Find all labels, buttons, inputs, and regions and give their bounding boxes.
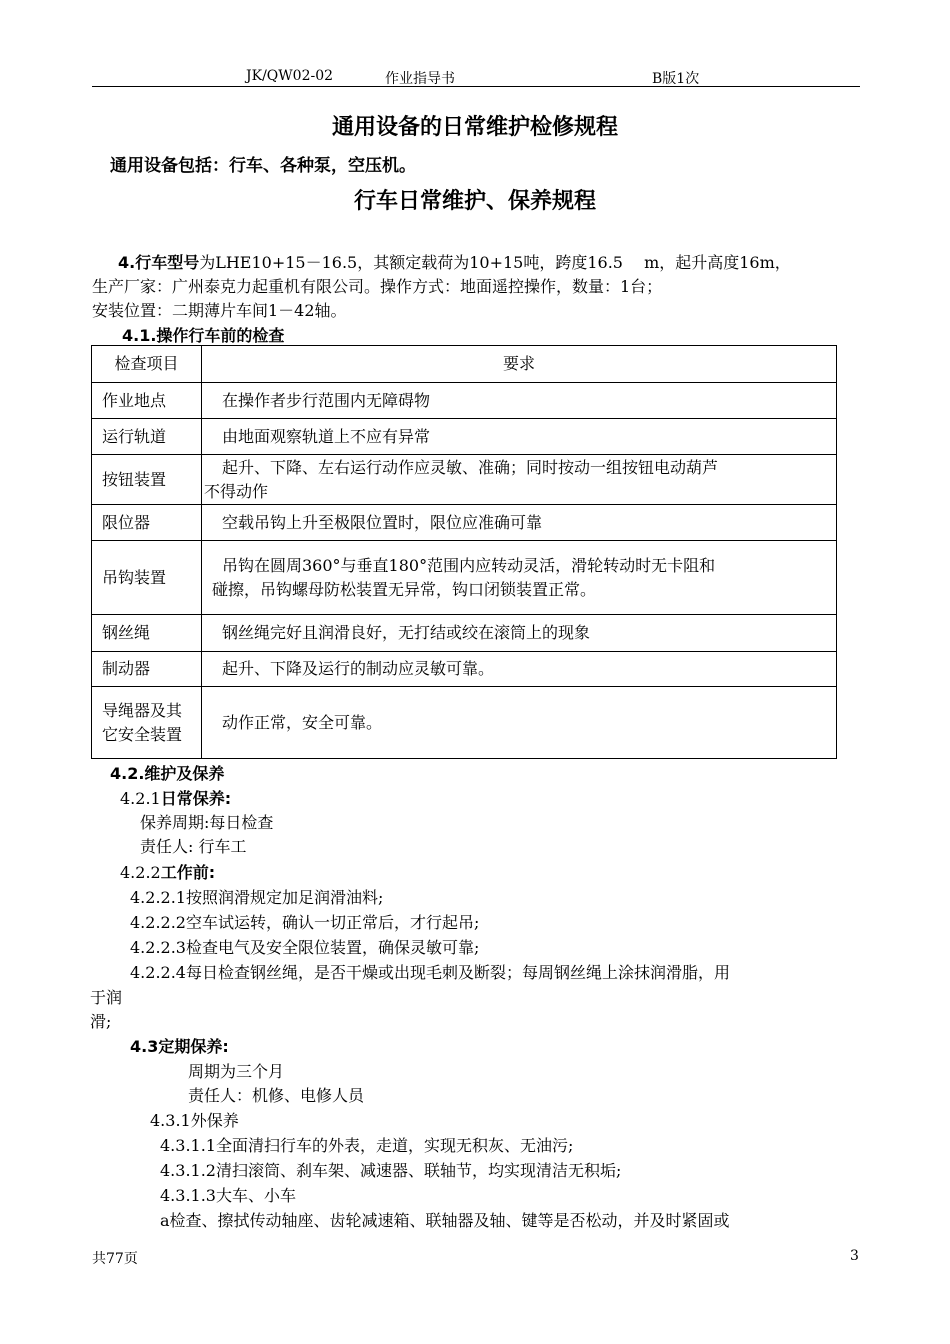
doc-version: B版1次: [652, 71, 700, 87]
table-cell-req-line-2: 碰擦，吊钩螺母防松装置无异常，钩口闭锁装置正常。: [212, 579, 597, 599]
doc-type: 作业指导书: [385, 71, 455, 87]
list-item: 4.2.2.2空车试运转，确认一切正常后，才行起吊;: [130, 913, 480, 932]
doc-code: JK/QW02-02: [246, 68, 334, 84]
table-cell-req: 起升、下降及运行的制动应灵敏可靠。: [202, 652, 837, 687]
table-row: [92, 652, 837, 687]
table-cell-item: 作业地点: [92, 383, 202, 419]
table-header-req: 要求: [202, 346, 837, 383]
list-item: 4.2.2.3检查电气及安全限位装置，确保灵敏可靠;: [130, 938, 480, 957]
table-header-item: 检查项目: [92, 346, 202, 383]
page-title: 通用设备的日常维护检修规程: [331, 115, 618, 140]
list-item: a检查、擦拭传动轴座、齿轮减速箱、联轴器及轴、键等是否松动，并及时紧固或: [160, 1211, 730, 1230]
list-item: 4.3.1.2清扫滚筒、刹车架、减速器、联轴节，均实现清洁无积垢;: [160, 1161, 622, 1180]
table-cell-item: 限位器: [92, 505, 202, 541]
table-cell-item: [92, 687, 202, 759]
section-4-2-2-heading: [120, 860, 215, 883]
list-item: 4.3.1.3大车、小车: [160, 1186, 296, 1205]
list-item: 4.2.2.4每日检查钢丝绳，是否干燥或出现毛刺及断裂；每周钢丝绳上涂抹润滑脂，用: [130, 963, 730, 982]
intro-label: 4.行车型号: [118, 253, 200, 272]
maintenance-cycle: 保养周期:每日检查: [140, 813, 274, 832]
section-4-3-1-heading: 4.3.1外保养: [150, 1111, 239, 1130]
table-cell-req: 在操作者步行范围内无障碍物: [202, 383, 837, 419]
header-rule: [92, 86, 860, 87]
footer-total-pages: 共77页: [92, 1251, 138, 1267]
table-header-row: [92, 346, 837, 383]
periodic-cycle: 周期为三个月: [188, 1062, 285, 1081]
table-cell-req-line-2: 不得动作: [204, 481, 269, 501]
table-row: [92, 541, 837, 615]
table-cell-req-line-1: 起升、下降、左右运行动作应灵敏、准确；同时按动一组按钮电动葫芦: [222, 457, 719, 477]
responsible-person: 责任人: 行车工: [140, 837, 247, 856]
section-4-2-2-label: 工作前:: [160, 863, 216, 882]
section-4-2-1-label: 日常保养:: [160, 789, 232, 808]
table-cell-item: 钢丝绳: [92, 615, 202, 652]
intro-line-1-text: 为LHE10+15－16.5，其额定载荷为10+15吨，跨度16.5 m，起升高度16m，: [199, 253, 791, 272]
inspection-table: [91, 345, 837, 759]
table-row: [92, 419, 837, 455]
section-4-2-heading: 4.2.维护及保养: [110, 764, 225, 783]
intro-line-1: [118, 250, 791, 273]
footer-page-number: 3: [850, 1248, 859, 1264]
list-item-wrap: 于润: [90, 988, 123, 1007]
section-title: 行车日常维护、保养规程: [353, 189, 596, 214]
table-cell-item-line-1: 导绳器及其: [102, 700, 183, 720]
section-4-1-heading: 4.1.操作行车前的检查: [122, 326, 285, 345]
table-cell-item: 吊钩装置: [92, 541, 202, 615]
list-item: 4.2.2.1按照润滑规定加足润滑油料;: [130, 888, 384, 907]
table-cell-item-line-2: 它安全装置: [102, 724, 183, 744]
table-row: [92, 505, 837, 541]
table-row: [92, 455, 837, 505]
section-4-2-1-heading: [120, 786, 231, 809]
table-cell-req: 空载吊钩上升至极限位置时，限位应准确可靠: [202, 505, 837, 541]
section-4-2-2-num: 4.2.2: [120, 863, 161, 882]
intro-line-2: 生产厂家：广州泰克力起重机有限公司。操作方式：地面遥控操作，数量：1台；: [92, 277, 663, 296]
section-4-2-1-num: 4.2.1: [120, 789, 161, 808]
table-cell-req: 钢丝绳完好且润滑良好，无打结或绞在滚筒上的现象: [202, 615, 837, 652]
section-4-3-heading: 4.3定期保养:: [130, 1037, 229, 1056]
table-row: [92, 687, 837, 759]
table-row: [92, 383, 837, 419]
table-cell-req: 动作正常，安全可靠。: [202, 687, 837, 759]
table-cell-req: [202, 541, 837, 615]
table-cell-req: [202, 455, 837, 505]
table-cell-item: 按钮装置: [92, 455, 202, 505]
intro-line-3: 安装位置：二期薄片车间1－42轴。: [92, 301, 347, 320]
list-item: 4.3.1.1全面清扫行车的外表，走道，实现无积灰、无油污;: [160, 1136, 574, 1155]
periodic-responsible: 责任人：机修、电修人员: [188, 1086, 365, 1105]
table-cell-item: 运行轨道: [92, 419, 202, 455]
scope-subtitle: 通用设备包括：行车、各种泵，空压机。: [110, 156, 416, 176]
table-cell-item: 制动器: [92, 652, 202, 687]
table-cell-req: 由地面观察轨道上不应有异常: [202, 419, 837, 455]
table-cell-req-line-1: 吊钩在圆周360°与垂直180°范围内应转动灵活，滑轮转动时无卡阻和: [222, 555, 716, 575]
list-item-wrap: 滑;: [90, 1012, 112, 1031]
table-row: [92, 615, 837, 652]
